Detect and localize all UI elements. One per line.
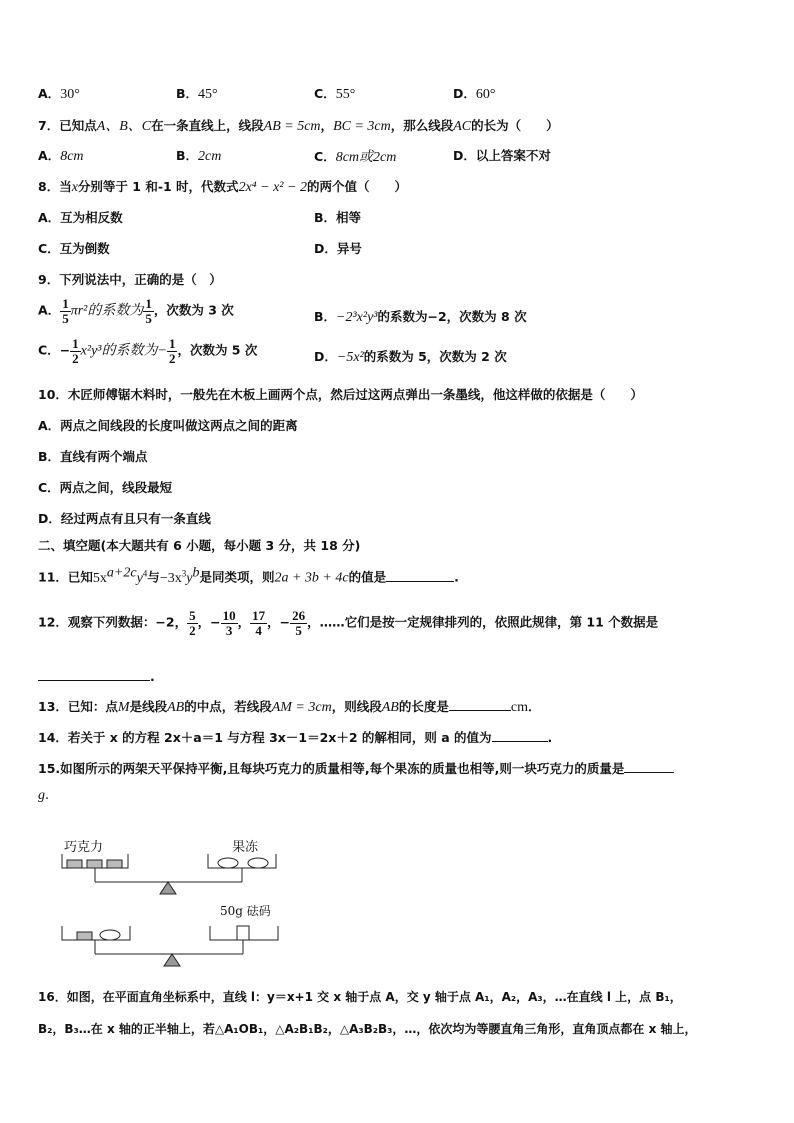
answer-blank[interactable] — [386, 569, 454, 582]
q16-line-2: B₂，B₃…在 x 轴的正半轴上，若△A₁OB₁，△A₂B₁B₂，△A₃B₂B₃，…，依次均为等腰直角三角形，直角顶点都在 x 轴上， — [38, 1022, 697, 1036]
fraction: $\frac{5}{2}$ — [189, 608, 196, 638]
q9-stem: 9．下列说法中，正确的是（ ） — [38, 272, 222, 287]
chocolate-label: 巧克力 — [64, 840, 104, 855]
q8-option-a: A．互为相反数 — [38, 210, 123, 225]
fraction: $\frac{1}{5}$ — [62, 296, 69, 326]
q7-option-a: A．8cm — [38, 148, 84, 164]
q10-stem: 10．木匠师傅锯木料时，一般先在木板上画两个点，然后过这两点弹出一条墨线，他这样做的依据是（ ） — [38, 387, 643, 402]
q12-answer-line: . — [38, 668, 155, 684]
q16-line-1: 16．如图，在平面直角坐标系中，直线 l：y＝x+1 交 x 轴于点 A，交 y 轴于点 A₁，A₂，A₃，…在直线 l 上，点 B₁， — [38, 990, 682, 1004]
q6-option-d: D．60° — [453, 86, 496, 102]
jelly-label: 果冻 — [232, 840, 259, 855]
q13-stem: 13．已知：点M是线段AB的中点，若线段AM = 3cm，则线段AB的长度是 cm． — [38, 699, 541, 715]
q9-option-d: D．−5x²的系数为 5，次数为 2 次 — [314, 349, 507, 365]
q6-option-a: A．30° — [38, 86, 80, 102]
q8-option-d: D．异号 — [314, 241, 362, 256]
q9-option-a: A． $\frac{1}{5}$ πr²的系数为 $\frac{1}{5}$ ，次数为 3 次 — [38, 296, 234, 326]
q6-option-b: B．45° — [176, 86, 218, 102]
q10-option-b: B．直线有两个端点 — [38, 449, 148, 464]
q6-option-c: C．55° — [314, 86, 356, 102]
balance-drawing — [50, 836, 290, 976]
q8-option-b: B．相等 — [314, 210, 362, 225]
section-heading: 二、填空题(本大题共有 6 小题，每小题 3 分，共 18 分) — [38, 538, 361, 553]
fraction: $\frac{17}{4}$ — [252, 608, 266, 638]
fraction: $\frac{1}{2}$ — [72, 336, 79, 366]
answer-blank[interactable] — [492, 729, 548, 742]
q10-option-c: C．两点之间，线段最短 — [38, 480, 173, 495]
answer-blank[interactable] — [38, 668, 150, 681]
q7-option-d: D．以上答案不对 — [453, 148, 551, 163]
q10-option-a: A．两点之间线段的长度叫做这两点之间的距离 — [38, 418, 298, 433]
fraction: $\frac{10}{3}$ — [222, 608, 236, 638]
q7-option-c: C．8cm或2cm — [314, 149, 397, 165]
fraction: $\frac{1}{2}$ — [168, 336, 176, 366]
q7-stem: 7．已知点A、B、C在一条直线上，线段AB = 5cm，BC = 3cm，那么线段AC的长为（ ） — [38, 118, 559, 134]
q14-stem: 14．若关于 x 的方程 2x＋a＝1 与方程 3x－1＝2x＋2 的解相同，则 a 的值为 . — [38, 730, 553, 745]
q8-stem: 8．当x分别等于 1 和-1 时，代数式2x⁴ − x² − 2的两个值（ ） — [38, 179, 407, 195]
q12-stem: 12．观察下列数据：−2， $\frac{5}{2}$ ，− $\frac{10}{3}$ ， $\frac{17}{4}$ ，− $\frac{26}{5}$ ，……它们是按一定规律排列的，依照此规律，第 11 个数据是 — [38, 608, 659, 638]
q11-stem: 11．已知$5x^{a+2c}y^4$与$-3x^3y^b$是同类项，则2a + 3b + 4c的值是 . — [38, 565, 459, 586]
q9-option-b: B．−2³x²y³的系数为−2，次数为 8 次 — [314, 309, 527, 325]
fraction: $\frac{26}{5}$ — [292, 608, 306, 638]
answer-blank[interactable] — [449, 698, 511, 711]
q7-option-b: B．2cm — [176, 148, 222, 164]
q15-unit: g. — [38, 788, 50, 803]
q9-option-c: C．− $\frac{1}{2}$ x²y³的系数为− $\frac{1}{2}$ ，次数为 5 次 — [38, 336, 258, 366]
fraction: $\frac{1}{5}$ — [145, 296, 152, 326]
weight-label: 50g 砝码 — [220, 904, 271, 918]
q10-option-d: D．经过两点有且只有一条直线 — [38, 511, 211, 526]
q15-stem: 15.如图所示的两架天平保持平衡,且每块巧克力的质量相等,每个果冻的质量也相等,则一块巧克力的质量是 — [38, 759, 674, 777]
answer-blank[interactable] — [624, 760, 674, 773]
q8-option-c: C．互为倒数 — [38, 241, 110, 256]
